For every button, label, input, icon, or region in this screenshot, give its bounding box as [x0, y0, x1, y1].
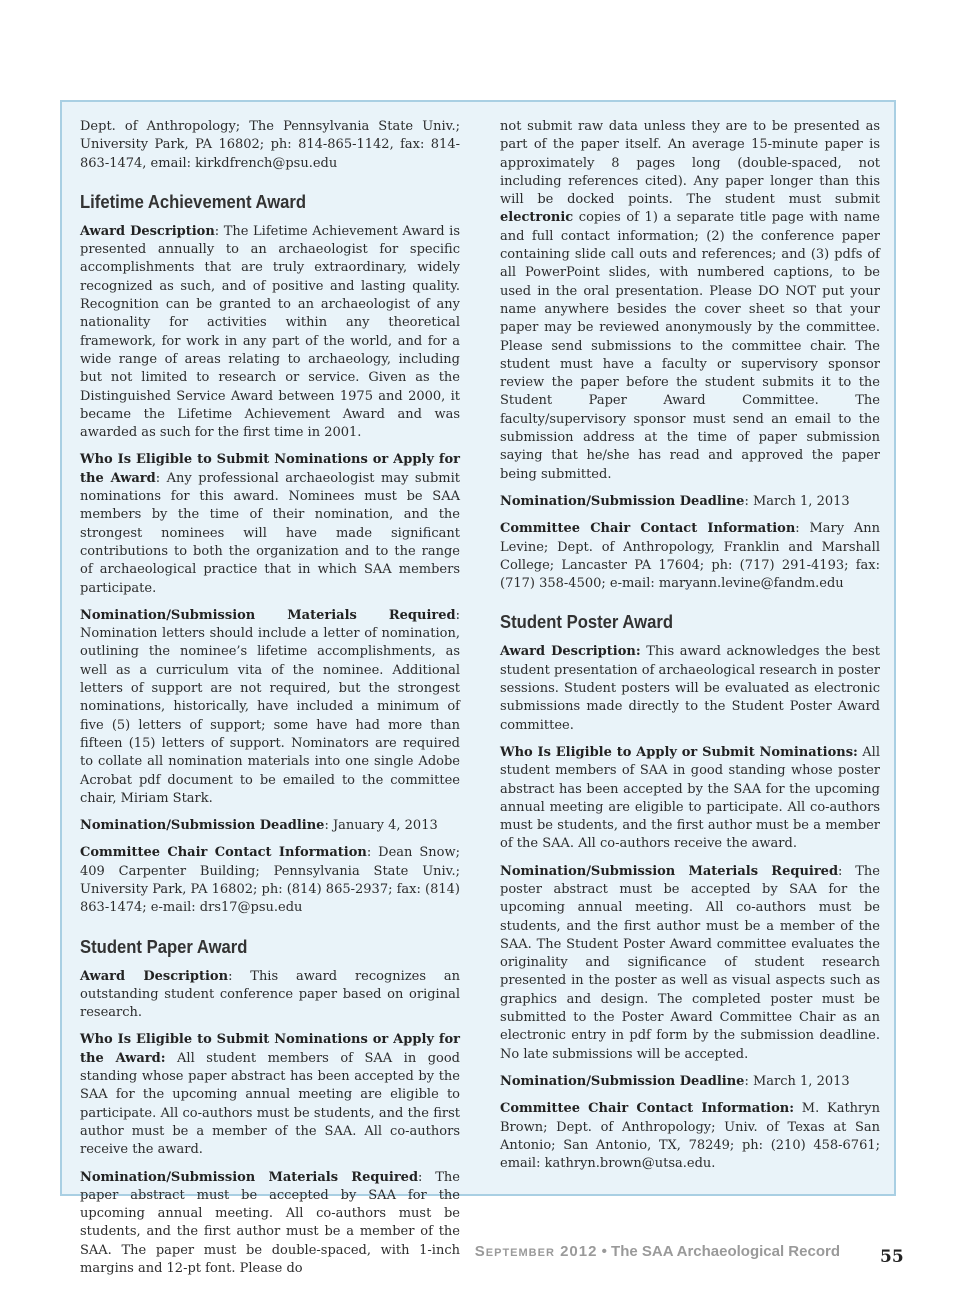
footer-separator: •: [597, 1243, 612, 1260]
page-number: 55: [880, 1247, 904, 1267]
lifetime-materials: Nomination/Submission Materials Required: Nomination letters should include a letter of nomination, outlining the nominee’s lifetime accomplishments, as well as a curriculum vita of the nominee. Additional letters of support are not required, but the strongest nominations, historically, have included a minimum of five (5) letters of support; some have had more than fifteen (15) letters of support. Nominators are required to collate all nomination materials into one single Adobe Acrobat pdf document to be emailed to the committee chair, Miriam Stark.: [80, 607, 460, 806]
student-paper-heading: Student Paper Award: [80, 935, 248, 957]
poster-deadline: Nomination/Submission Deadline: March 1, 2013: [500, 1073, 850, 1089]
student-paper-materials: Nomination/Submission Materials Required: The paper abstract must be accepted by SAA for the upcoming annual meeting. All co-authors must be students, and the first author must be a member of the SAA. The paper must be double-spaced, with 1-inch margins and 12-pt font. Please do: [80, 1169, 460, 1277]
lifetime-eligibility: Who Is Eligible to Submit Nominations or Apply for the Award: Any professional archaeologist may submit nominations for this award. Nominees must be SAA members by the time of their nomination, and the strongest nominees will have made significant contributions to both the organization and to the range of archaeological practice that in which SAA members participate.: [80, 452, 460, 596]
student-paper-contact: Committee Chair Contact Information: Mary Ann Levine; Dept. of Anthropology, Franklin and Marshall College; Lancaster PA 17604; ph: (717) 291-4193; fax: (717) 358-4500; e-mail: maryann.levine@fandm.edu: [500, 521, 880, 592]
student-paper-description: Award Description: This award recognizes an outstanding student conference paper based on original research.: [80, 968, 460, 1021]
running-footer: [0, 1243, 840, 1260]
intro-contact: Dept. of Anthropology; The Pennsylvania State Univ.; University Park, PA 16802; ph: 814-865-1142, fax: 814-863-1474, email: kirkdfrench@psu.edu: [80, 119, 460, 171]
publication-title: The SAA Archaeological Record: [611, 1243, 840, 1260]
right-column: [500, 118, 880, 1182]
student-paper-deadline: Nomination/Submission Deadline: March 1, 2013: [500, 493, 850, 509]
poster-materials: Nomination/Submission Materials Required: The poster abstract must be accepted by SAA for the upcoming annual meeting. All co-authors must be students, and the first author must be a member of the SAA. The Student Poster Award committee evaluates the originality and significance of student research presented in the poster as well as visual aspects such as graphics and design. The completed poster must be submitted to the Poster Award Committee Chair as an electronic entry in pdf form by the submission deadline. No late submissions will be accepted.: [500, 863, 880, 1062]
poster-description: Award Description: This award acknowledges the best student presentation of archaeological research in poster sessions. Student posters will be evaluated as electronic submissions made directly to the Student Poster Award committee.: [500, 644, 880, 733]
left-column: [80, 118, 460, 1287]
student-paper-materials-continued: not submit raw data unless they are to be presented as part of the paper itself. An average 15-minute paper is approximately 8 pages long (double-spaced, not including references cited). Any paper longer than this will be docked points. The student must submit electronic copies of 1) a separate title page with name and full contact information; (2) the conference paper containing slide call outs and references; and (3) pdfs of all PowerPoint slides, with numbered captions, to be used in the oral presentation. Please DO NOT put your name anywhere besides the cover sheet so that your paper may be reviewed anonymously by the committee. Please send submissions to the committee chair. The student must have a faculty or supervisory sponsor review the paper before the student submits it to the Student Paper Award Committee. The faculty/supervisory sponsor must send an email to the submission address at the time of paper submission saying that he/she has read and approved the paper being submitted.: [500, 119, 880, 482]
issue-date: September 2012: [474, 1243, 598, 1260]
student-poster-heading: Student Poster Award: [500, 611, 674, 633]
poster-eligibility: Who Is Eligible to Apply or Submit Nominations: All student members of SAA in good standing whose poster abstract has been accepted by the SAA for the upcoming annual meeting are eligible to participate. All co-authors must be students, and the first author must be a member of the SAA. All co-authors receive the award.: [500, 744, 880, 852]
poster-contact: Committee Chair Contact Information: M. Kathryn Brown; Dept. of Anthropology; Univ. of Texas at San Antonio; San Antonio, TX, 78249; ph: (210) 458-6761; email: kathryn.brown@utsa.edu.: [500, 1101, 880, 1172]
lifetime-contact: Committee Chair Contact Information: Dean Snow; 409 Carpenter Building; Pennsylvania State Univ.; University Park, PA 16802; ph: (814) 865-2937; fax: (814) 863-1474; e-mail: drs17@psu.edu: [80, 845, 460, 916]
lifetime-description: Award Description: The Lifetime Achievement Award is presented annually to an archaeologist for specific accomplishments that are truly extraordinary, widely recognized as such, and of positive and lasting quality. Recognition can be granted to an archaeologist of any nationality for activities within any theoretical framework, for work in any part of the world, and for a wide range of areas relating to archaeology, including but not limited to research or service. Given as the Distinguished Service Award between 1975 and 2000, it became the Lifetime Achievement Award and was awarded as such for the first time in 2001.: [80, 223, 460, 441]
student-paper-eligibility: Who Is Eligible to Submit Nominations or Apply for the Award: All student members of SAA in good standing whose paper abstract has been accepted by the SAA for the upcoming annual meeting are eligible to participate. All co-authors must be students, and the first author must be a member of the SAA. All co-authors receive the award.: [80, 1032, 460, 1158]
lifetime-heading: Lifetime Achievement Award: [80, 190, 307, 212]
lifetime-deadline: Nomination/Submission Deadline: January 4, 2013: [80, 818, 438, 834]
